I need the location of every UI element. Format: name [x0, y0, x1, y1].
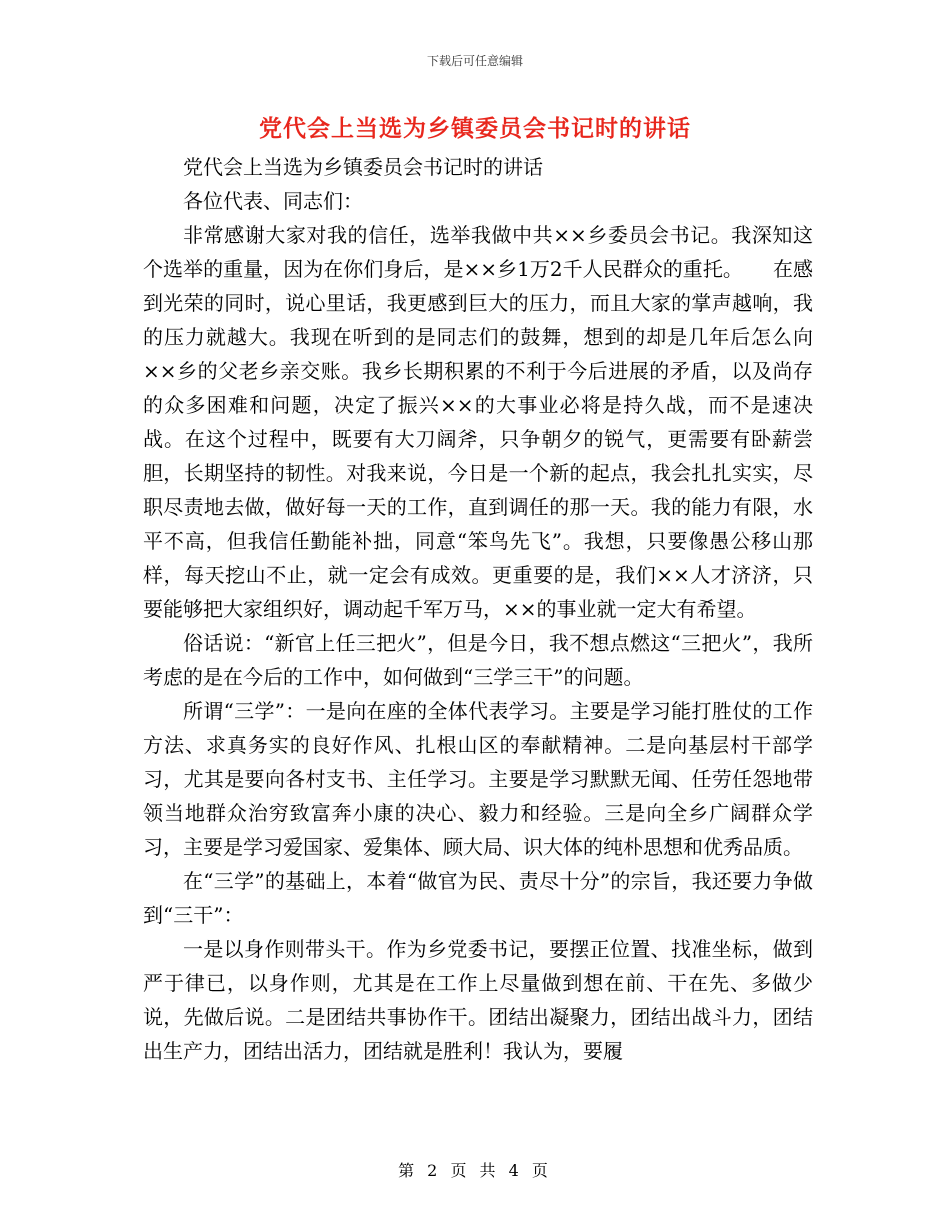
document-body	[143, 150, 813, 1068]
paragraph: 所谓“三学”：一是向在座的全体代表学习。主要是学习能打胜仗的工作方法、求真务实的良好作风、扎根山区的奉献精神。二是向基层村干部学习，尤其是要向各村支书、主任学习。主要是学习默默无闻、任劳任怨地带领当地群众治穷致富奔小康的决心、毅力和经验。三是向全乡广阔群众学习，主要是学习爱国家、爱集体、顾大局、识大体的纯朴思想和优秀品质。	[143, 699, 813, 859]
paragraph: 各位代表、同志们：	[183, 189, 363, 213]
paragraph: 俗话说：“新官上任三把火”，但是今日，我不想点燃这“三把火”，我所考虑的是在今后的工作中，如何做到“三学三干”的问题。	[143, 631, 813, 689]
paragraph: 在“三学”的基础上，本着“做官为民、责尽十分”的宗旨，我还要力争做到“三干”：	[143, 869, 813, 927]
document-title: 党代会上当选为乡镇委员会书记时的讲话	[259, 115, 691, 142]
paragraph: 一是以身作则带头干。作为乡党委书记，要摆正位置、找准坐标，做到严于律已，以身作则，尤其是在工作上尽量做到想在前、干在先、多做少说，先做后说。二是团结共事协作干。团结出凝聚力，团结出战斗力，团结出生产力，团结出活力，团结就是胜利！我认为，要履	[143, 937, 813, 1063]
paragraph: 党代会上当选为乡镇委员会书记时的讲话	[183, 155, 543, 179]
header-note: 下载后可任意编辑	[426, 54, 523, 68]
page-footer: 第 2 页 共 4 页	[398, 1161, 552, 1180]
paragraph: 非常感谢大家对我的信任，选举我做中共××乡委员会书记。我深知这个选举的重量，因为在你们身后，是××乡1万2千人民群众的重托。 在感到光荣的同时，说心里话，我更感到巨大的压力，而且大家的掌声越响，我的压力就越大。我现在听到的是同志们的鼓舞，想到的却是几年后怎么向××乡的父老乡亲交账。我乡长期积累的不利于今后进展的矛盾，以及尚存的众多困难和问题，决定了振兴××的大事业必将是持久战，而不是速决战。在这个过程中，既要有大刀阔斧，只争朝夕的锐气，更需要有卧薪尝胆，长期坚持的韧性。对我来说，今日是一个新的起点，我会扎扎实实，尽职尽责地去做，做好每一天的工作，直到调任的那一天。我的能力有限，水平不高，但我信任勤能补拙，同意“笨鸟先飞”。我想，只要像愚公移山那样，每天挖山不止，就一定会有成效。更重要的是，我们××人才济济，只要能够把大家组织好，调动起千军万马，××的事业就一定大有希望。	[143, 223, 813, 621]
